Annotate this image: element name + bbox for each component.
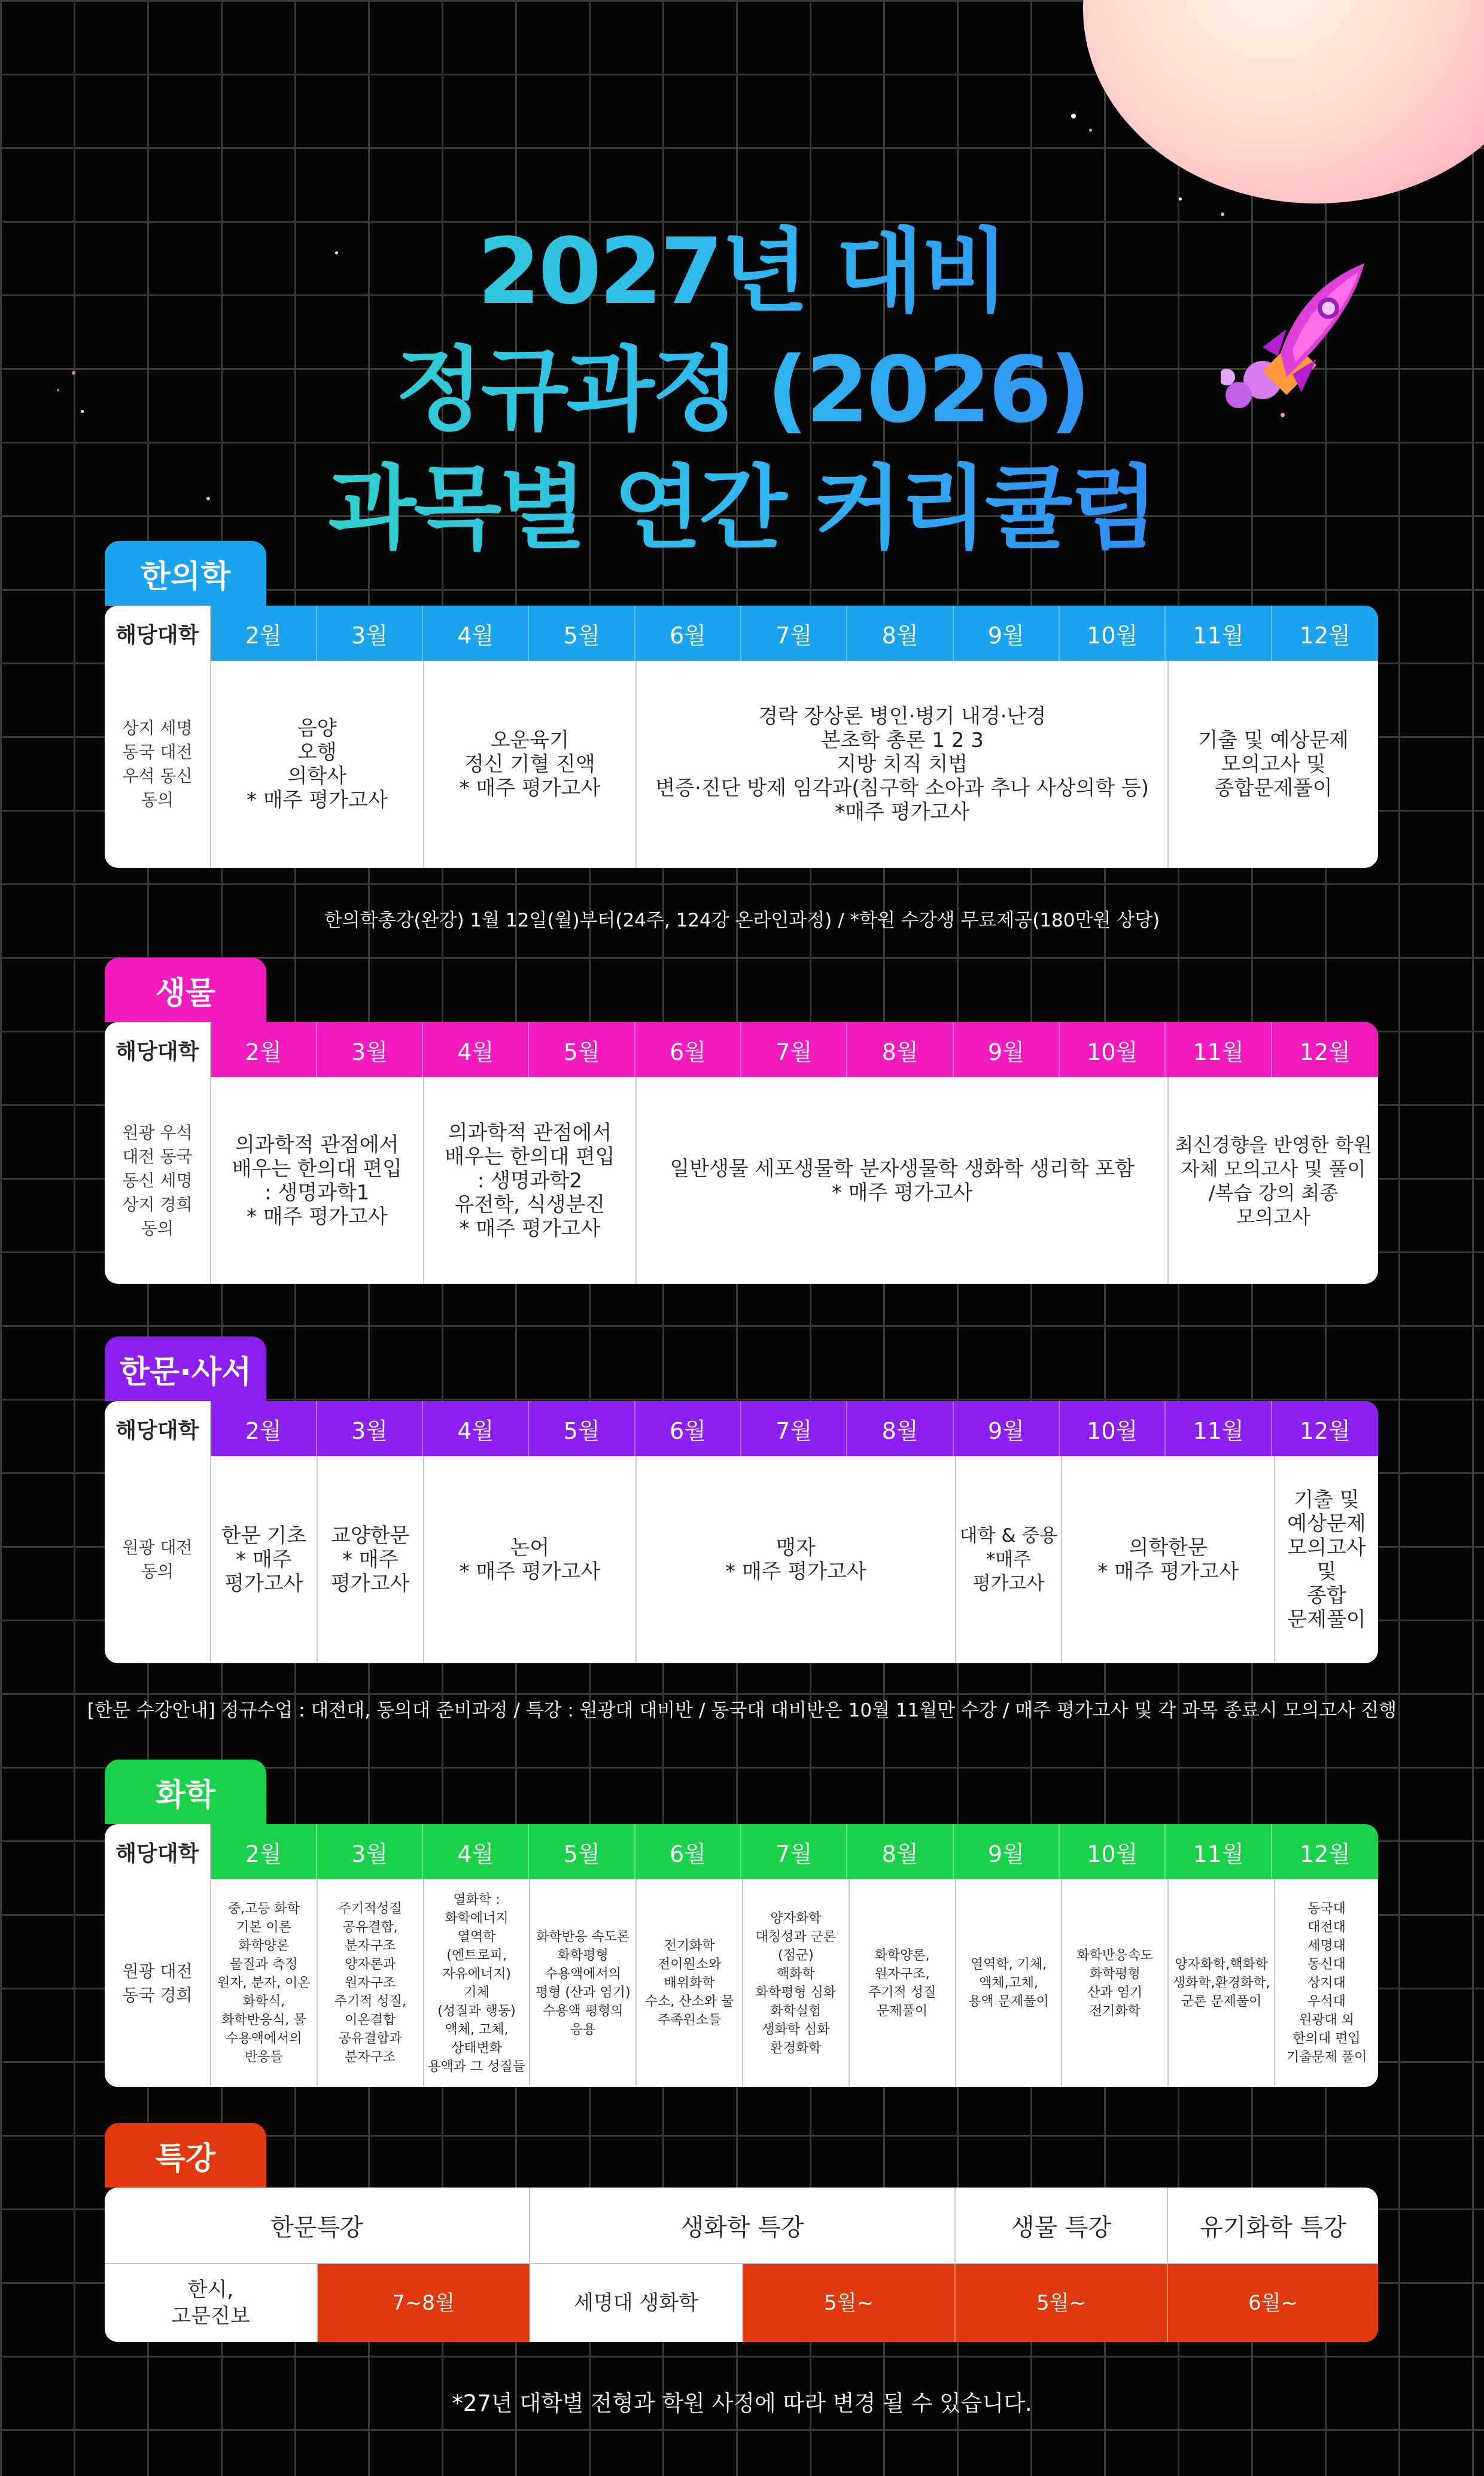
- month-header: 6월: [635, 1824, 741, 1879]
- school-header: 해당대학: [105, 1022, 211, 1077]
- curriculum-cell: 중,고등 화학 기본 이론 화학양론 물질과 측정 원자, 분자, 이온 화학식, 화학반응식, 물 수용액에서의 반응들: [211, 1879, 318, 2087]
- curriculum-cell: 경락 장상론 병인·병기 내경·난경 본초학 총론 1 2 3 지방 치직 치법 변증·진단 방제 임각과(침구학 소아과 추나 사상의학 등) *매주 평가고사: [637, 661, 1169, 868]
- school-list: 상지 세명 동국 대전 우석 동신 동의: [105, 661, 211, 868]
- curriculum-cell: 일반생물 세포생물학 분자생물학 생화학 생리학 포함 * 매주 평가고사: [637, 1077, 1169, 1284]
- school-header: 해당대학: [105, 1824, 211, 1879]
- special-body-row: [105, 2264, 1378, 2342]
- table-chem: [105, 1824, 1378, 2087]
- school-list: 원광 대전 동국 경희: [105, 1879, 211, 2087]
- month-header: 10월: [1060, 1022, 1166, 1077]
- table-body: [105, 1077, 1378, 1284]
- month-header: 12월: [1272, 1022, 1378, 1077]
- curriculum-cell: 화학반응속도 화학평형 산과 염기 전기화학: [1062, 1879, 1169, 2087]
- table-header: [105, 1401, 1378, 1456]
- month-header: 11월: [1166, 1401, 1272, 1456]
- month-header: 9월: [954, 1824, 1060, 1879]
- month-header: 11월: [1166, 1824, 1272, 1879]
- month-header: 5월: [529, 1022, 635, 1077]
- curriculum-cell: 의과학적 관점에서 배우는 한의대 편입 : 생명과학1 * 매주 평가고사: [211, 1077, 424, 1284]
- special-header: 한문특강: [105, 2188, 530, 2263]
- month-header: 6월: [635, 606, 741, 661]
- curriculum-cell: 기출 및 예상문제 모의고사 및 종합 문제풀이: [1287, 1488, 1366, 1632]
- special-header-row: [105, 2188, 1378, 2264]
- hanui-note: 한의학총강(완강) 1월 12일(월)부터(24주, 124강 온라인과정) / *학원 수강생 무료제공(180만원 상당): [324, 910, 1160, 931]
- curriculum-cell: 열화학 : 화학에너지 열역학 (엔트로피, 자유에너지) 기체 (성질과 행동) 액체, 고체, 상태변화 용액과 그 성질들: [424, 1879, 531, 2087]
- month-header: 6월: [635, 1401, 741, 1456]
- special-header: 생화학 특강: [530, 2188, 956, 2263]
- special-period: 7~8월: [318, 2264, 530, 2342]
- special-header: 생물 특강: [956, 2188, 1168, 2263]
- table-body: [105, 661, 1378, 868]
- month-header: 7월: [741, 1401, 847, 1456]
- table-header: [105, 1022, 1378, 1077]
- month-header: 9월: [954, 1022, 1060, 1077]
- month-header: 5월: [529, 1824, 635, 1879]
- section-tab-hanmun: 한문·사서: [105, 1336, 266, 1401]
- table-hanmun: [105, 1401, 1378, 1663]
- month-header: 3월: [317, 1824, 423, 1879]
- month-header: 11월: [1166, 1022, 1272, 1077]
- month-header: 8월: [847, 1022, 953, 1077]
- month-header: 10월: [1060, 1401, 1166, 1456]
- curriculum-cell: 의학한문 * 매주 평가고사: [1062, 1456, 1275, 1663]
- curriculum-cell: 전기화학 전이원소와 배위화학 수소, 산소와 물 주족원소들: [637, 1879, 743, 2087]
- table-header: [105, 1824, 1378, 1879]
- month-header: 4월: [423, 606, 529, 661]
- table-body: [105, 1879, 1378, 2087]
- month-header: 7월: [741, 606, 847, 661]
- month-header: 11월: [1166, 606, 1272, 661]
- month-header: 9월: [954, 1401, 1060, 1456]
- special-period: 5월~: [956, 2264, 1168, 2342]
- curriculum-cell: 최신경향을 반영한 학원 자체 모의고사 및 풀이 /복습 강의 최종 모의고사: [1175, 1133, 1372, 1228]
- month-header: 6월: [635, 1022, 741, 1077]
- curriculum-cell: 화학양론, 원자구조, 주기적 성질 문제풀이: [850, 1879, 956, 2087]
- section-tab-chem: 화학: [105, 1760, 266, 1824]
- title-line-3: 과목별 연간 커리큘럼: [328, 455, 1156, 561]
- month-header: 2월: [211, 1824, 317, 1879]
- special-course: 세명대 생화학: [530, 2264, 743, 2342]
- hanmun-note: [한문 수강안내] 정규수업 : 대전대, 동의대 준비과정 / 특강 : 원광대 대비반 / 동국대 대비반은 10월 11월만 수강 / 매주 평가고사 및 각 과목 종료시 모의고사 진행: [87, 1700, 1397, 1721]
- month-header: 2월: [211, 606, 317, 661]
- curriculum-cell: 논어 * 매주 평가고사: [424, 1456, 637, 1663]
- footer-note: *27년 대학별 전형과 학원 사정에 따라 변경 될 수 있습니다.: [452, 2390, 1032, 2416]
- special-course: 한시, 고문진보: [105, 2264, 318, 2342]
- curriculum-cell: 동국대 대전대 세명대 동신대 상지대 우석대 원광대 외 한의대 편입 기출문제 풀이: [1286, 1901, 1367, 2065]
- month-header: 2월: [211, 1401, 317, 1456]
- title-line-1: 2027년 대비: [477, 218, 1007, 324]
- curriculum-cell: 맹자 * 매주 평가고사: [637, 1456, 956, 1663]
- table-hanui: [105, 606, 1378, 868]
- month-header: 12월: [1272, 1824, 1378, 1879]
- curriculum-cell: 기출 및 예상문제 모의고사 및 종합문제풀이: [1198, 728, 1349, 800]
- curriculum-cell: 의과학적 관점에서 배우는 한의대 편입 : 생명과학2 유전학, 식생분진 * 매주 평가고사: [424, 1077, 637, 1284]
- month-header: 4월: [423, 1022, 529, 1077]
- planet-decoration: [1083, 0, 1484, 203]
- section-tab-hanui: 한의학: [105, 541, 266, 606]
- month-header: 12월: [1272, 606, 1378, 661]
- page-title: [0, 212, 1484, 568]
- month-header: 3월: [317, 606, 423, 661]
- curriculum-cell: 열역학, 기체, 액체,고체, 용액 문제풀이: [956, 1879, 1063, 2087]
- section-tab-bio: 생물: [105, 958, 266, 1022]
- curriculum-cell: 화학반응 속도론 화학평형 수용액에서의 평형 (산과 염기) 수용액 평형의 응용: [530, 1879, 637, 2087]
- school-list: 원광 우석 대전 동국 동신 세명 상지 경희 동의: [105, 1077, 211, 1284]
- month-header: 10월: [1060, 606, 1166, 661]
- curriculum-cell: 양자화학,핵화학 생화학,환경화학, 군론 문제풀이: [1169, 1879, 1275, 2087]
- table-body: [105, 1456, 1378, 1663]
- school-list: 원광 대전 동의: [105, 1456, 211, 1663]
- month-header: 3월: [317, 1022, 423, 1077]
- special-header: 유기화학 특강: [1200, 2213, 1346, 2241]
- month-header: 9월: [954, 606, 1060, 661]
- curriculum-cell: 양자화학 대칭성과 군론 (점군) 핵화학 화학평형 심화 화학실험 생화학 심화 환경화학: [743, 1879, 850, 2087]
- month-header: 12월: [1272, 1401, 1378, 1456]
- title-line-2: 정규과정 (2026): [395, 337, 1089, 443]
- table-bio: [105, 1022, 1378, 1284]
- month-header: 7월: [741, 1022, 847, 1077]
- month-header: 8월: [847, 1401, 953, 1456]
- month-header: 5월: [529, 1401, 635, 1456]
- month-header: 8월: [847, 606, 953, 661]
- month-header: 4월: [423, 1401, 529, 1456]
- school-header: 해당대학: [105, 1401, 211, 1456]
- curriculum-cell: 대학 & 중용 *매주 평가고사: [956, 1456, 1063, 1663]
- month-header: 5월: [529, 606, 635, 661]
- month-header: 4월: [423, 1824, 529, 1879]
- curriculum-cell: 음양 오행 의학사 * 매주 평가고사: [211, 661, 424, 868]
- special-period: 6월~: [1168, 2264, 1378, 2342]
- curriculum-cell: 주기적성질 공유결합, 분자구조 양자론과 원자구조 주기적 성질, 이온결합 공유결합과 분자구조: [318, 1879, 424, 2087]
- curriculum-cell: 오운육기 정신 기혈 진액 * 매주 평가고사: [424, 661, 637, 868]
- month-header: 2월: [211, 1022, 317, 1077]
- month-header: 10월: [1060, 1824, 1166, 1879]
- curriculum-cell: 교양한문 * 매주 평가고사: [318, 1456, 424, 1663]
- month-header: 3월: [317, 1401, 423, 1456]
- table-special: [105, 2188, 1378, 2342]
- month-header: 8월: [847, 1824, 953, 1879]
- special-period: 5월~: [743, 2264, 956, 2342]
- curriculum-cell: 한문 기초 * 매주 평가고사: [211, 1456, 318, 1663]
- table-header: [105, 606, 1378, 661]
- month-header: 7월: [741, 1824, 847, 1879]
- section-tab-special: 특강: [105, 2123, 266, 2188]
- school-header: 해당대학: [105, 606, 211, 661]
